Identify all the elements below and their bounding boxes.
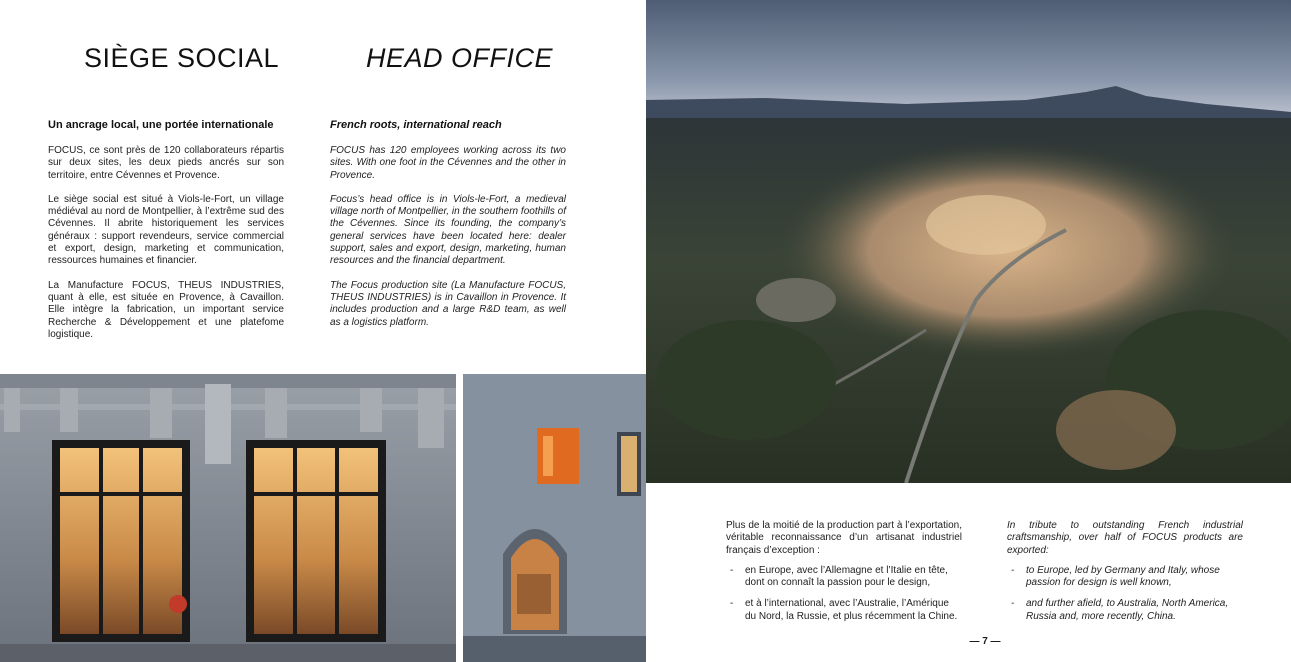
- fr-export-list: [726, 565, 962, 623]
- fr-export-intro: Plus de la moitié de la production part à l’exportation, véritable reconnaissance d’un artisanat industriel français d’exception :: [726, 520, 962, 556]
- dash-bullet: -: [1011, 598, 1015, 610]
- en-export-list: [1007, 565, 1243, 623]
- fr-body: [48, 145, 284, 353]
- en-subtitle: French roots, international reach: [330, 119, 502, 131]
- fr-export-item-1: en Europe, avec l’Allemagne et l’Italie en tête, dont on connaît la passion pour le design,: [745, 564, 948, 589]
- en-export-intro: In tribute to outstanding French industrial craftsmanship, over half of FOCUS products are exported:: [1007, 520, 1243, 556]
- list-item: [1007, 565, 1243, 590]
- en-title: HEAD OFFICE: [366, 43, 554, 73]
- dash-bullet: -: [730, 598, 734, 610]
- fr-subtitle: Un ancrage local, une portée internationale: [48, 119, 274, 131]
- head-office-facade-photo: [0, 374, 456, 662]
- page-number: — 7 —: [969, 636, 1001, 647]
- en-body: [330, 145, 566, 341]
- fr-export-block: [726, 520, 962, 632]
- en-paragraph-2: Focus’s head office is in Viols-le-Fort, a medieval village north of Montpellier, in the southern foothills of the Cévennes. Since its founding, the company’s general services have been located here: dealer support, sales and export, design, marketing, human resources and the financial department.: [330, 193, 566, 267]
- stone-building-photo: [463, 374, 646, 662]
- fr-export-item-2: et à l’international, avec l’Australie, l’Amérique du Nord, la Russie, et plus récemment la Chine.: [745, 598, 958, 622]
- list-item: [726, 598, 962, 623]
- en-export-item-1: to Europe, led by Germany and Italy, whose passion for design is well known,: [1026, 564, 1220, 589]
- dash-bullet: -: [730, 564, 734, 576]
- list-item: [1007, 598, 1243, 623]
- dash-bullet: -: [1011, 564, 1015, 576]
- en-paragraph-1: FOCUS has 120 employees working across its two sites. With one foot in the Cévennes and the other in Provence.: [330, 145, 566, 181]
- en-export-item-2: and further afield, to Australia, North America, Russia and, more recently, China.: [1026, 598, 1229, 622]
- fr-paragraph-2: Le siège social est situé à Viols-le-Fort, un village médiéval au nord de Montpellier, à l’extrême sud des Cévennes. Il abrite historiquement les services généraux : support revendeurs, service commercial et export, design, marketing et communication, ressources humaines et financier.: [48, 193, 284, 267]
- en-export-block: [1007, 520, 1243, 632]
- fr-paragraph-1: FOCUS, ce sont près de 120 collaborateurs répartis sur deux sites, les deux pieds ancrés sur son territoire, entre Cévennes et Provence.: [48, 145, 284, 181]
- en-paragraph-3: The Focus production site (La Manufacture FOCUS, THEUS INDUSTRIES) is in Cavaillon in Provence. It includes production and a large R&D team, as well as a logistics platform.: [330, 279, 566, 328]
- list-item: [726, 565, 962, 590]
- aerial-village-photo: [646, 0, 1291, 483]
- fr-title: SIÈGE SOCIAL: [84, 43, 280, 73]
- fr-paragraph-3: La Manufacture FOCUS, THEUS INDUSTRIES, quant à elle, est située en Provence, à Cavaillon. Elle intègre la fabrication, un important service Recherche & Développement et une platefome logistique.: [48, 279, 284, 340]
